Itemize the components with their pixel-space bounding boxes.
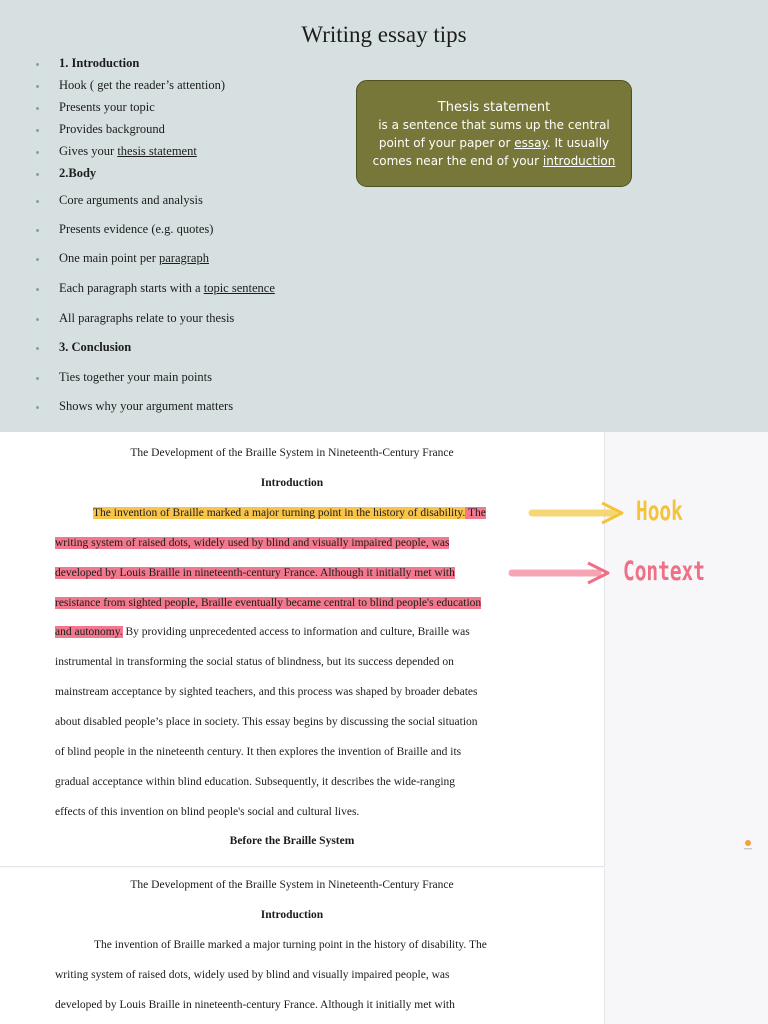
bullet-icon (36, 229, 39, 232)
context-note: Context (623, 556, 705, 587)
thesis-statement-box (356, 80, 632, 187)
bullet-icon (36, 85, 39, 88)
paragraph-line: effects of this invention on blind people's social and cultural lives. (55, 806, 360, 818)
paragraph-line: instrumental in transforming the social status of blindness, but its success depended on (55, 656, 454, 668)
thesis-box-line: is a sentence that sums up the central (378, 118, 610, 132)
section-heading: Before the Braille System (229, 835, 355, 847)
context-highlight: and autonomy. (55, 626, 123, 638)
paragraph-line (55, 567, 455, 579)
thesis-box-line: comes near the end of your introduction (372, 154, 616, 168)
bullet-icon (36, 406, 39, 409)
document-title: The Development of the Braille System in Nineteenth-Century France (130, 879, 454, 891)
app-logo-icon (741, 838, 755, 852)
bullet-icon (36, 107, 39, 110)
bullet-icon (36, 258, 39, 261)
paragraph-line: about disabled people’s place in society. This essay begins by discussing the social situation (55, 716, 478, 728)
hook-note: Hook (636, 496, 683, 527)
context-highlight: The (465, 507, 486, 519)
bullet-icon (36, 288, 39, 291)
bullet-icon (36, 151, 39, 154)
paragraph-line: of blind people in the nineteenth century. It then explores the invention of Braille and its (55, 746, 462, 758)
hook-arrow-icon (528, 500, 628, 526)
document-page (0, 868, 605, 1024)
thesis-box-line: point of your paper or essay. It usually (378, 136, 610, 150)
bullet-icon (36, 200, 39, 203)
thesis-statement-link[interactable]: thesis statement (117, 144, 197, 158)
paragraph-line (55, 597, 481, 609)
bullet-icon (36, 377, 39, 380)
bullet-icon (36, 173, 39, 176)
section-heading: Introduction (260, 909, 324, 921)
topic-sentence-link[interactable]: topic sentence (203, 281, 275, 295)
paragraph-line (55, 537, 449, 549)
bullet-icon (36, 347, 39, 350)
paragraph-line: gradual acceptance within blind education. Subsequently, it describes the wide-ranging (55, 776, 456, 788)
slide-title: Writing essay tips (301, 22, 467, 47)
paragraph-line: mainstream acceptance by sighted teachers, and this process was shaped by broader debates (55, 686, 478, 698)
paragraph-link[interactable]: paragraph (158, 251, 209, 265)
section-heading: Introduction (260, 477, 324, 489)
bullet-icon (36, 129, 39, 132)
context-highlight: resistance from sighted people, Braille eventually became central to blind people's education (55, 597, 482, 609)
context-arrow-icon (508, 560, 614, 586)
tips-list: 1. Introduction Hook ( get the reader’s attention) Presents your topic Provides background Gives your thesis statement 2.Body Core arguments and analysis Presents evidence (e.g. quotes) One main point per paragraph Each paragraph starts with a topic sentence All paragraphs relate to your thesis 3. Conclusion Ties together your main points Shows why your argument matters (0, 0, 340, 432)
essay-link[interactable]: essay (514, 136, 547, 150)
thesis-box-title: Thesis statement (437, 100, 551, 115)
context-highlight: developed by Louis Braille in nineteenth-century France. Although it initially met with (55, 567, 455, 579)
paragraph-line: writing system of raised dots, widely used by blind and visually impaired people, was (55, 969, 450, 981)
bullet-icon (36, 63, 39, 66)
paragraph-line: and autonomy. By providing unprecedented access to information and culture, Braille was (55, 626, 470, 638)
bullet-icon (36, 318, 39, 321)
tips-slide (0, 0, 768, 432)
paragraph-line (93, 507, 486, 519)
document-page (0, 432, 605, 867)
introduction-link[interactable]: introduction (542, 154, 616, 168)
hook-highlight: The invention of Braille marked a major turning point in the history of disability. (93, 507, 466, 519)
context-highlight: writing system of raised dots, widely used by blind and visually impaired people, was (55, 537, 450, 549)
paragraph-line: The invention of Braille marked a major turning point in the history of disability. The (94, 939, 487, 951)
document-title: The Development of the Braille System in Nineteenth-Century France (130, 447, 454, 459)
paragraph-line: developed by Louis Braille in nineteenth-century France. Although it initially met with (55, 999, 455, 1011)
